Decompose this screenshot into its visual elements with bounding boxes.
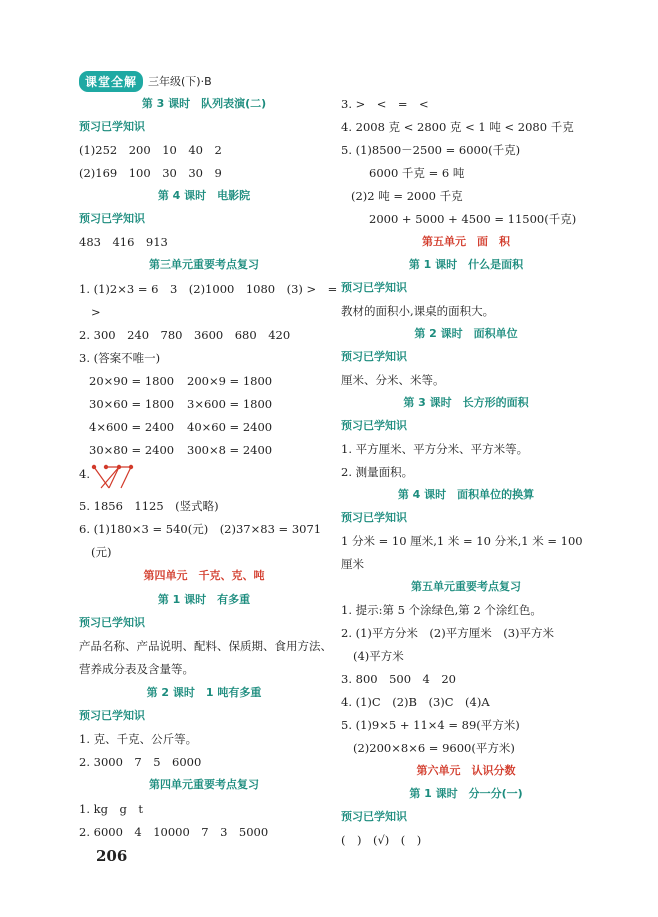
answer-line: 营养成分表及含量等。 [79, 662, 194, 676]
answer-line: 2. (1)平方分米 (2)平方厘米 (3)平方米 [341, 626, 554, 640]
answer-line: 4. (1)C (2)B (3)C (4)A [341, 695, 490, 709]
lesson-title: 第 2 课时 面积单位 [414, 327, 518, 340]
review-title: 第五单元重要考点复习 [411, 580, 521, 593]
page-header [79, 71, 212, 91]
answer-line: 1. kg g t [79, 802, 143, 816]
book-logo: 课堂全解 [79, 71, 143, 92]
lesson-title: 第 1 课时 什么是面积 [408, 258, 524, 271]
answer-line: 产品名称、产品说明、配料、保质期、食用方法、 [79, 639, 332, 653]
section-heading: 预习已学知识 [341, 810, 407, 823]
answer-line: 5. (1)9×5 + 11×4 = 89(平方米) [341, 718, 520, 732]
answer-line: 2. 300 240 780 3600 680 420 [79, 328, 291, 342]
section-heading: 预习已学知识 [341, 511, 407, 524]
lesson-title: 第 4 课时 面积单位的换算 [397, 488, 535, 501]
answer-line: 6000 千克 = 6 吨 [369, 166, 465, 180]
lesson-title: 第 1 课时 分一分(一) [409, 787, 523, 800]
equation: 3×600 = 1800 [187, 397, 273, 411]
equation: 200×9 = 1800 [187, 374, 273, 388]
match-dot [129, 465, 133, 469]
equation: 4×600 = 2400 [89, 420, 175, 434]
equation: 30×80 = 2400 [89, 443, 175, 457]
answer-line: (4)平方米 [353, 649, 404, 663]
answer-line: 厘米 [341, 557, 364, 571]
answer-line: 4. 2008 克 < 2800 克 < 1 吨 < 2080 千克 [341, 120, 574, 134]
answer-line: 2. 3000 7 5 6000 [79, 755, 202, 769]
answer-line: 2. 6000 4 10000 7 3 5000 [79, 825, 269, 839]
answer-line: 6. (1)180×3 = 540(元) (2)37×83 = 3071 [79, 522, 322, 536]
answer-line: (2)200×8×6 = 9600(平方米) [353, 741, 515, 755]
match-dot [104, 465, 108, 469]
lesson-title: 第 3 课时 长方形的面积 [403, 396, 529, 409]
answer-line: 4. [79, 467, 90, 481]
lesson-title: 第 2 课时 1 吨有多重 [146, 686, 262, 699]
answer-line: 483 416 913 [79, 235, 168, 249]
answer-line: > [91, 305, 101, 319]
answer-line: 3. > < = < [341, 97, 429, 111]
equation: 40×60 = 2400 [187, 420, 273, 434]
matching-lines-figure [91, 464, 137, 492]
answer-line: (2)169 100 30 30 9 [79, 166, 222, 180]
match-line [94, 467, 109, 488]
answer-line: 5. (1)8500－2500 = 6000(千克) [341, 143, 521, 157]
match-line [121, 467, 131, 488]
answer-line: 1 分米 = 10 厘米,1 米 = 10 分米,1 米 = 100 [341, 534, 583, 548]
answer-line: 3. (答案不唯一) [79, 351, 161, 365]
answer-line: (2)2 吨 = 2000 千克 [351, 189, 463, 203]
answer-line: 2. 测量面积。 [341, 465, 414, 479]
answer-line: ( ) (√) ( ) [341, 833, 422, 847]
answer-line: (1)252 200 10 40 2 [79, 143, 222, 157]
lesson-title: 第 1 课时 有多重 [157, 593, 251, 606]
grade-label: 三年级(下)·B [148, 75, 212, 88]
unit-title: 第六单元 认识分数 [416, 764, 516, 777]
lesson-title: 第 4 课时 电影院 [157, 189, 251, 202]
answer-line: 2000 + 5000 + 4500 = 11500(千克) [369, 212, 577, 226]
lesson-title: 第 3 课时 队列表演(二) [141, 97, 267, 110]
section-heading: 预习已学知识 [79, 709, 145, 722]
equation: 300×8 = 2400 [187, 443, 273, 457]
section-heading: 预习已学知识 [341, 350, 407, 363]
equation: 30×60 = 1800 [89, 397, 175, 411]
section-heading: 预习已学知识 [79, 212, 145, 225]
unit-title: 第四单元 千克、克、吨 [143, 569, 265, 582]
match-dot [117, 465, 121, 469]
answer-line: 5. 1856 1125 (竖式略) [79, 499, 219, 513]
answer-line: 厘米、分米、米等。 [341, 373, 445, 387]
answer-line: 3. 800 500 4 20 [341, 672, 456, 686]
answer-line: (元) [91, 545, 112, 559]
match-dot [92, 465, 96, 469]
page-number: 206 [96, 847, 128, 865]
section-heading: 预习已学知识 [79, 120, 145, 133]
section-heading: 预习已学知识 [341, 419, 407, 432]
answer-line: 教材的面积小,课桌的面积大。 [341, 304, 495, 318]
review-title: 第三单元重要考点复习 [149, 258, 259, 271]
section-heading: 预习已学知识 [341, 281, 407, 294]
answer-line: 1. 克、千克、公斤等。 [79, 732, 198, 746]
answer-line: 1. (1)2×3 = 6 3 (2)1000 1080 (3) > = [79, 282, 338, 296]
section-heading: 预习已学知识 [79, 616, 145, 629]
review-title: 第四单元重要考点复习 [149, 778, 259, 791]
unit-title: 第五单元 面 积 [422, 235, 510, 248]
answer-line: 1. 平方厘米、平方分米、平方米等。 [341, 442, 529, 456]
equation: 20×90 = 1800 [89, 374, 175, 388]
answer-line: 1. 提示:第 5 个涂绿色,第 2 个涂红色。 [341, 603, 542, 617]
